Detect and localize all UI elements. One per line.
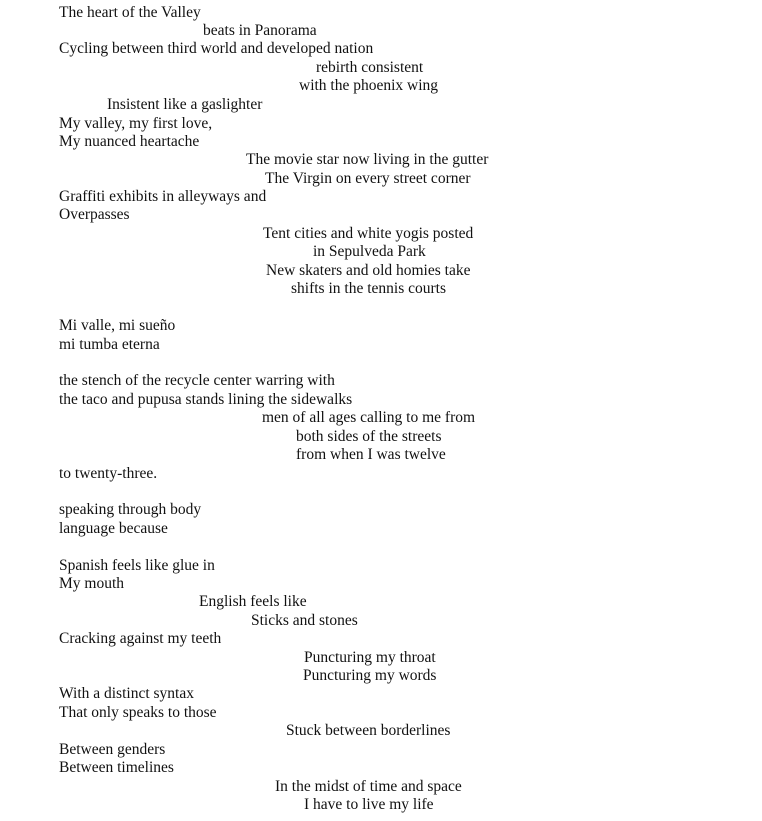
poem-line: My valley, my first love, [59,115,213,132]
poem-line: Puncturing my words [303,667,437,684]
poem-line: I have to live my life [304,796,434,813]
poem-line: the taco and pupusa stands lining the sidewalks [59,391,353,408]
poem-line: with the phoenix wing [299,77,439,94]
poem-line: My nuanced heartache [59,133,200,150]
poem-line: Insistent like a gaslighter [107,96,263,113]
poem-line: The heart of the Valley [59,4,201,21]
poem-line: the stench of the recycle center warring with [59,372,335,389]
poem-line: English feels like [199,593,307,610]
poem-line: Sticks and stones [251,612,358,629]
poem-line: Between timelines [59,759,174,776]
poem-line: Cracking against my teeth [59,630,222,647]
poem-line: New skaters and old homies take [266,262,471,279]
poem-line: in Sepulveda Park [313,243,426,260]
poem-line: Cycling between third world and developed nation [59,40,374,57]
poem-line: both sides of the streets [296,428,442,445]
poem-line: Mi valle, mi sueño [59,317,176,334]
poem-line: Spanish feels like glue in [59,557,215,574]
poem-line: Between genders [59,741,166,758]
poem-line: speaking through body [59,501,202,518]
poem-line: from when I was twelve [296,446,446,463]
poem-line: With a distinct syntax [59,685,194,702]
poem-line: mi tumba eterna [59,336,160,353]
poem-line: My mouth [59,575,125,592]
poem-line: Graffiti exhibits in alleyways and [59,188,267,205]
poem-line: Tent cities and white yogis posted [263,225,474,242]
poem-line: Overpasses [59,206,130,223]
poem-line: In the midst of time and space [275,778,462,795]
poem-line: The Virgin on every street corner [265,170,471,187]
poem-line: Stuck between borderlines [286,722,451,739]
poem-line: Puncturing my throat [304,649,436,666]
poem-line: men of all ages calling to me from [262,409,476,426]
poem-line: That only speaks to those [59,704,217,721]
poem-line: beats in Panorama [203,22,317,39]
poem-line: shifts in the tennis courts [291,280,446,297]
poem-line: rebirth consistent [316,59,424,76]
poem-line: The movie star now living in the gutter [246,151,489,168]
poem-line: to twenty-three. [59,465,158,482]
poem-line: language because [59,520,168,537]
